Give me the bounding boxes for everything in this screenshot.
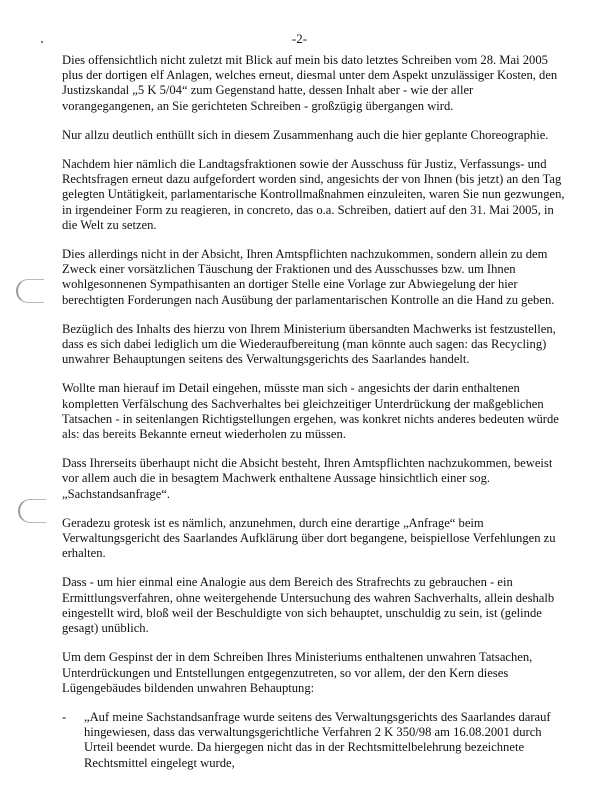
scan-speck xyxy=(41,41,43,43)
list-dash: - xyxy=(62,709,67,724)
paragraph: Dass Ihrerseits überhaupt nicht die Absicht besteht, Ihren Amtspflichten nachzukommen, beweist vor allem auch die in besagtem Machwerk enthaltene Aussage hinsichtlich einer sog. „Sachstandsanfrage“. xyxy=(62,456,553,501)
paragraph: Nachdem hier nämlich die Landtagsfraktionen sowie der Ausschuss für Justiz, Verfassungs- und Rechtsfragen erneut dazu aufgefordert worden sind, angesichts der von Ihnen (bis jetzt) an den Tag gelegten Untätigkeit, parlamentarische Kontrollmaßnahmen einzuleiten, waren Sie nun gezwungen, in irgendeiner Form zu reagieren, in concreto, das o.a. Schreiben, datiert auf den 31. Mai 2005, in die Welt zu setzen. xyxy=(62,157,565,232)
paragraph: Dass - um hier einmal eine Analogie aus dem Bereich des Strafrechts zu gebrauchen - ein Ermittlungsverfahren, ohne weitergehende Untersuchung des wahren Sachverhalts, allein deshalb eingestellt wird, bloß weil der Beschuldigte von sich behauptet, unschuldig zu sein, ist (gelinde gesagt) unüblich. xyxy=(62,575,555,636)
punch-hole-mark xyxy=(16,279,44,303)
punch-hole-mark xyxy=(18,499,46,523)
paragraph: Nur allzu deutlich enthüllt sich in diesem Zusammenhang auch die hier geplante Choreographie. xyxy=(62,127,549,142)
letter-body xyxy=(62,53,567,771)
paragraph: Geradezu grotesk ist es nämlich, anzunehmen, durch eine derartige „Anfrage“ beim Verwaltungsgericht des Saarlandes Aufklärung über dort begangene, beispiellose Verfehlungen zu erhalten. xyxy=(62,515,556,561)
paragraph: Dies offensichtlich nicht zuletzt mit Blick auf mein bis dato letztes Schreiben vom 28. Mai 2005 plus der dortigen elf Anlagen, welches erneut, diesmal unter dem Aspekt unzulässiger Kosten, den Justizskandal „5 K 5/04“ zum Gegenstand hatte, dessen Inhalt aber - wie der aller vorangegangenen, an Sie gerichteten Schreiben - großzügig übergangen wird. xyxy=(62,53,558,113)
quoted-statement xyxy=(62,710,567,771)
quoted-text: „Auf meine Sachstandsanfrage wurde seitens des Verwaltungsgerichts des Saarlandes darauf hingewiesen, dass das verwaltungsgerichtliche Verfahren 2 K 350/98 am 16.08.2001 durch Urteil beendet wurde. Da hiergegen nicht das in der Rechtsmittelbelehrung bezeichnete Rechtsmittel eingelegt wurde, xyxy=(84,709,551,770)
page-number: -2- xyxy=(291,31,308,46)
paragraph: Um dem Gespinst der in dem Schreiben Ihres Ministeriums enthaltenen unwahren Tatsachen, Unterdrückungen und Entstellungen entgegenzutreten, so vor allem, der den Kern dieses Lügengebäudes bildenden unwahren Behauptung: xyxy=(62,650,533,695)
paragraph: Dies allerdings nicht in der Absicht, Ihren Amtspflichten nachzukommen, sondern allein zu dem Zweck einer vorsätzlichen Täuschung der Fraktionen und des Ausschusses bzw. um Ihnen wohlgesonnenen Sympathisanten an dortiger Stelle eine Vorlage zur Abwiegelung der hier berechtigten Forderungen nach Ausübung der parlamentarischen Kontrolle an die Hand zu geben. xyxy=(62,247,555,307)
paragraph: Bezüglich des Inhalts des hierzu von Ihrem Ministerium übersandten Machwerks ist festzustellen, dass es sich dabei lediglich um die Wiederaufbereitung (man könnte auch sagen: das Recycling) unwahrer Behauptungen seitens des Verwaltungsgerichts des Saarlandes handelt. xyxy=(62,321,556,367)
paragraph: Wollte man hierauf im Detail eingehen, müsste man sich - angesichts der darin enthaltenen kompletten Verfälschung des Sachverhaltes bei gleichzeitiger Unterdrückung der maßgeblichen Tatsachen - in seitenlangen Richtigstellungen ergehen, was konkret nichts anderes bedeuten würde als: das bereits Bekannte erneut wiederholen zu müssen. xyxy=(62,381,559,442)
